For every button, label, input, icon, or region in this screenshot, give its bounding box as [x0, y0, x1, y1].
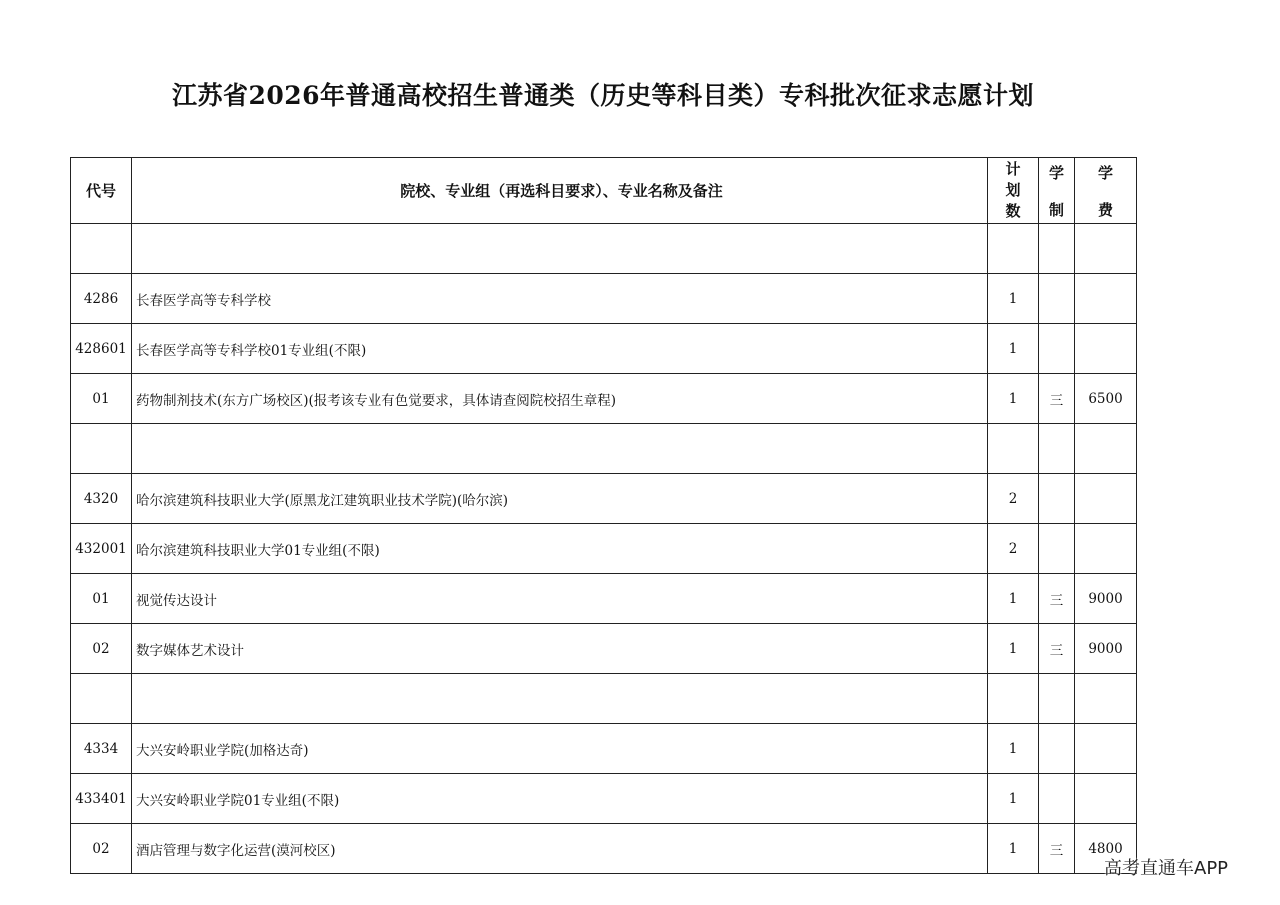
table-body	[71, 224, 1137, 874]
table-row	[71, 674, 1137, 724]
cell-plan: 1	[988, 774, 1039, 824]
cell-plan	[988, 224, 1039, 274]
cell-code: 4320	[71, 474, 132, 524]
cell-years	[1039, 324, 1075, 374]
cell-plan: 1	[988, 824, 1039, 874]
cell-plan: 1	[988, 374, 1039, 424]
table-row	[71, 474, 1137, 524]
cell-fee	[1075, 674, 1137, 724]
cell-code: 4286	[71, 274, 132, 324]
cell-name	[132, 224, 988, 274]
cell-plan: 1	[988, 724, 1039, 774]
cell-name: 大兴安岭职业学院01专业组(不限)	[132, 774, 988, 824]
cell-plan	[988, 674, 1039, 724]
cell-fee	[1075, 774, 1137, 824]
header-plan	[988, 158, 1039, 224]
cell-fee: 6500	[1075, 374, 1137, 424]
header-years-char-2: 制	[1048, 200, 1064, 219]
table-row	[71, 824, 1137, 874]
table-row	[71, 324, 1137, 374]
cell-years	[1039, 524, 1075, 574]
cell-code: 433401	[71, 774, 132, 824]
cell-years	[1039, 224, 1075, 274]
cell-fee	[1075, 424, 1137, 474]
table-row	[71, 224, 1137, 274]
header-code: 代号	[71, 158, 132, 224]
table-row	[71, 774, 1137, 824]
cell-name: 长春医学高等专科学校	[132, 274, 988, 324]
cell-plan: 2	[988, 474, 1039, 524]
cell-code	[71, 674, 132, 724]
header-years-char-1: 学	[1048, 163, 1064, 182]
header-name: 院校、专业组（再选科目要求）、专业名称及备注	[132, 158, 988, 224]
cell-plan: 2	[988, 524, 1039, 574]
cell-code: 02	[71, 624, 132, 674]
table-row	[71, 624, 1137, 674]
cell-code: 4334	[71, 724, 132, 774]
table-row	[71, 724, 1137, 774]
cell-plan: 1	[988, 274, 1039, 324]
cell-years	[1039, 274, 1075, 324]
cell-name: 数字媒体艺术设计	[132, 624, 988, 674]
cell-fee	[1075, 524, 1137, 574]
cell-code: 428601	[71, 324, 132, 374]
table-row	[71, 424, 1137, 474]
cell-fee: 4800	[1075, 824, 1137, 874]
cell-fee	[1075, 474, 1137, 524]
header-plan-label: 计划数	[1005, 160, 1021, 220]
cell-years	[1039, 424, 1075, 474]
cell-plan	[988, 424, 1039, 474]
table-row	[71, 524, 1137, 574]
cell-years: 三	[1039, 574, 1075, 624]
cell-name: 视觉传达设计	[132, 574, 988, 624]
cell-years: 三	[1039, 374, 1075, 424]
cell-fee: 9000	[1075, 624, 1137, 674]
table-row	[71, 274, 1137, 324]
table-row	[71, 574, 1137, 624]
cell-code	[71, 424, 132, 474]
header-fee-char-2: 费	[1097, 200, 1113, 219]
cell-years	[1039, 724, 1075, 774]
cell-name	[132, 424, 988, 474]
cell-code: 01	[71, 574, 132, 624]
cell-fee	[1075, 324, 1137, 374]
cell-name	[132, 674, 988, 724]
cell-code: 02	[71, 824, 132, 874]
cell-fee	[1075, 224, 1137, 274]
cell-name: 长春医学高等专科学校01专业组(不限)	[132, 324, 988, 374]
cell-plan: 1	[988, 574, 1039, 624]
header-fee-char-1: 学	[1097, 163, 1113, 182]
table-header-row	[71, 158, 1137, 224]
watermark: 高考直通车APP	[1104, 858, 1229, 879]
cell-code: 432001	[71, 524, 132, 574]
table-row	[71, 374, 1137, 424]
cell-name: 酒店管理与数字化运营(漠河校区)	[132, 824, 988, 874]
enrollment-plan-table	[70, 157, 1137, 874]
cell-fee	[1075, 724, 1137, 774]
cell-name: 哈尔滨建筑科技职业大学01专业组(不限)	[132, 524, 988, 574]
cell-name: 药物制剂技术(东方广场校区)(报考该专业有色觉要求，具体请查阅院校招生章程)	[132, 374, 988, 424]
cell-years	[1039, 774, 1075, 824]
cell-fee	[1075, 274, 1137, 324]
cell-years	[1039, 674, 1075, 724]
cell-name: 大兴安岭职业学院(加格达奇)	[132, 724, 988, 774]
cell-years: 三	[1039, 624, 1075, 674]
cell-fee: 9000	[1075, 574, 1137, 624]
cell-years: 三	[1039, 824, 1075, 874]
header-fee	[1075, 158, 1137, 224]
cell-code: 01	[71, 374, 132, 424]
cell-code	[71, 224, 132, 274]
header-years	[1039, 158, 1075, 224]
cell-name: 哈尔滨建筑科技职业大学(原黑龙江建筑职业技术学院)(哈尔滨)	[132, 474, 988, 524]
cell-plan: 1	[988, 624, 1039, 674]
document-title: 江苏省2026年普通高校招生普通类（历史等科目类）专科批次征求志愿计划	[171, 81, 1035, 110]
cell-years	[1039, 474, 1075, 524]
cell-plan: 1	[988, 324, 1039, 374]
